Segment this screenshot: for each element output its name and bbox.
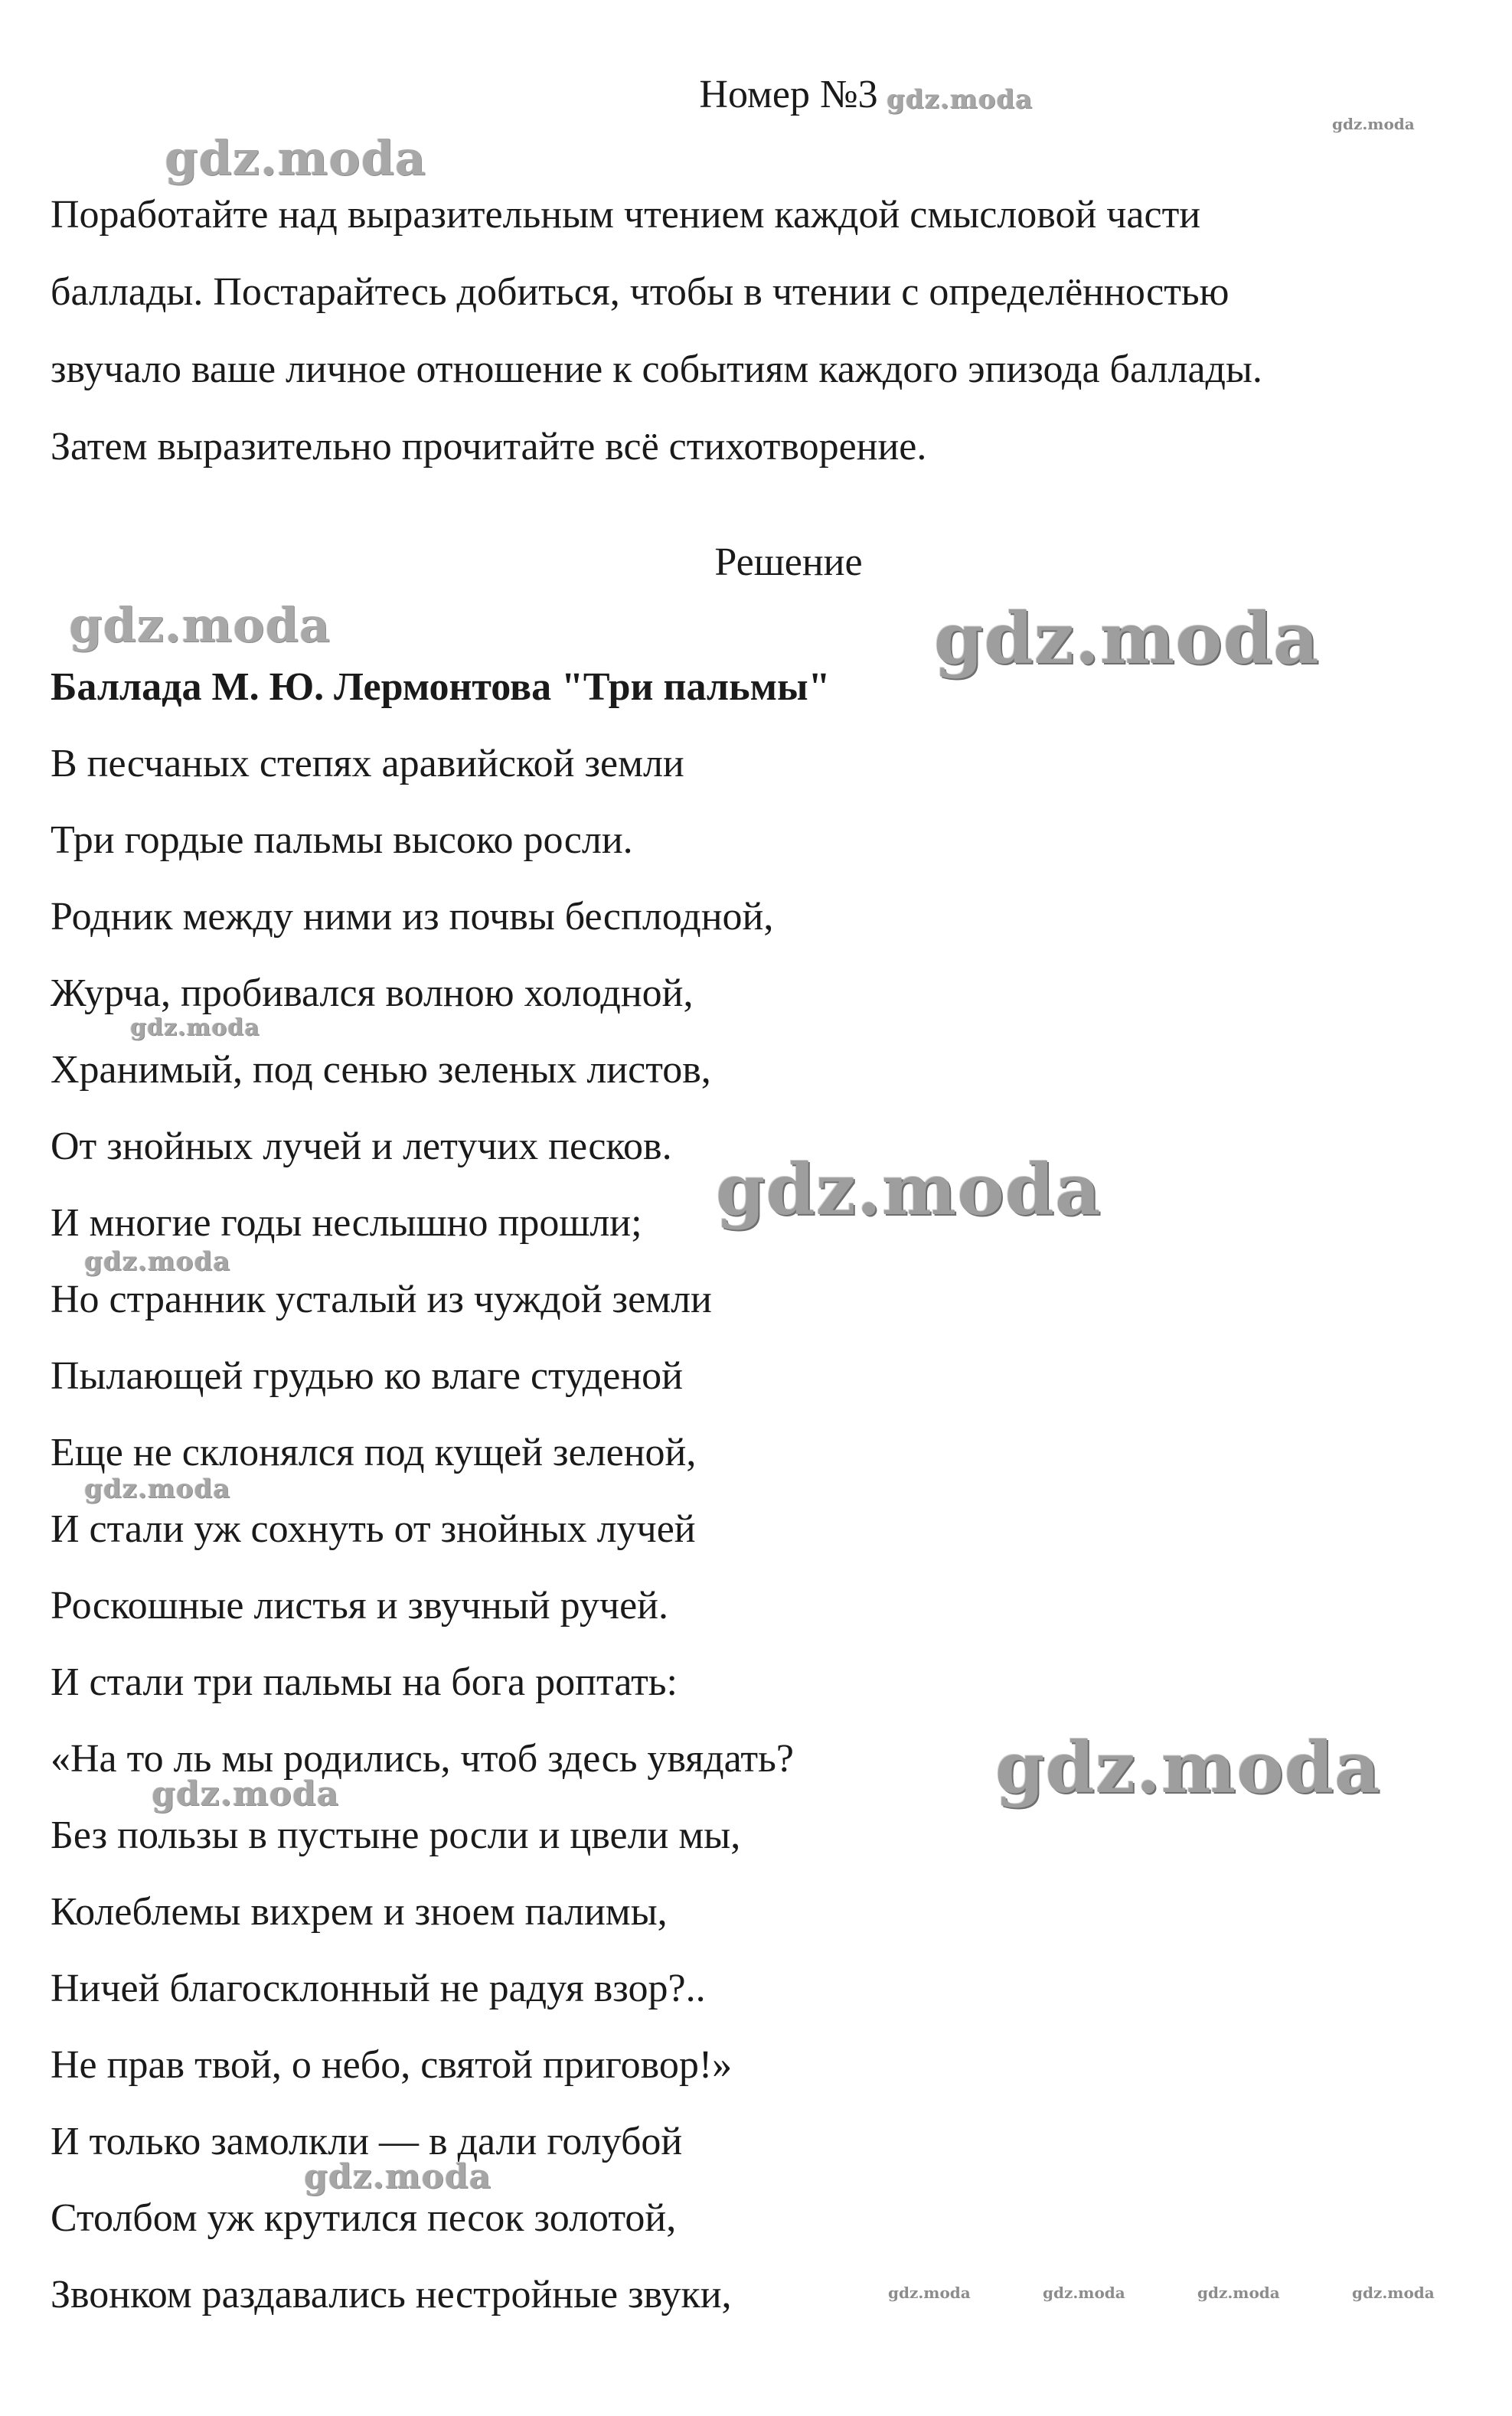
poem-line: В песчаных степях аравийской земли xyxy=(51,742,684,785)
watermark-logo: gdz.moda xyxy=(69,597,331,653)
poem-text xyxy=(51,726,794,2333)
poem-line: Но странник усталый из чуждой земли xyxy=(51,1278,712,1321)
poem-line: Роскошные листья и звучный ручей. xyxy=(51,1584,668,1628)
poem-line: Столбом уж крутился песок золотой, xyxy=(51,2196,677,2240)
watermark-logo: gdz.moda xyxy=(888,2284,971,2302)
watermark-logo: gdz.moda xyxy=(1332,115,1415,133)
watermark-logo: gdz.moda xyxy=(887,84,1034,115)
poem-line: Колеблемы вихрем и зноем палимы, xyxy=(51,1890,668,1934)
poem-line: Пылающей грудью ко влаге студеной xyxy=(51,1354,683,1398)
watermark-logo: gdz.moda xyxy=(84,1246,231,1277)
poem-line: Ничей благосклонный не радуя взор?.. xyxy=(51,1967,706,2010)
watermark-logo: gdz.moda xyxy=(304,2157,492,2196)
task-text xyxy=(51,176,1490,485)
watermark-logo: gdz.moda xyxy=(165,130,426,186)
watermark-logo: gdz.moda xyxy=(152,1774,340,1814)
poem-line: От знойных лучей и летучих песков. xyxy=(51,1125,672,1168)
poem-line: Родник между ними из почвы бесплодной, xyxy=(51,895,774,939)
watermark-logo: gdz.moda xyxy=(1352,2284,1435,2302)
poem-line: Звонком раздавались нестройные звуки, xyxy=(51,2273,732,2316)
watermark-logo: gdz.moda xyxy=(84,1474,231,1504)
poem-line: Без пользы в пустыне росли и цвели мы, xyxy=(51,1814,741,1857)
task-number-heading: Номер №3 xyxy=(699,73,878,116)
poem-title: Баллада М. Ю. Лермонтова "Три пальмы" xyxy=(51,665,831,709)
poem-line: Три гордые пальмы высоко росли. xyxy=(51,818,633,862)
watermark-logo: gdz.moda xyxy=(716,1148,1102,1231)
task-line: Затем выразительно прочитайте всё стихотворение. xyxy=(51,425,927,469)
task-line: баллады. Постарайтесь добиться, чтобы в чтении с определённостью xyxy=(51,270,1230,314)
poem-line: И многие годы неслышно прошли; xyxy=(51,1201,642,1245)
watermark-logo: gdz.moda xyxy=(995,1726,1381,1809)
watermark-logo: gdz.moda xyxy=(934,597,1320,680)
poem-line: Хранимый, под сенью зеленых листов, xyxy=(51,1048,711,1092)
watermark-logo: gdz.moda xyxy=(1197,2284,1280,2302)
task-line: Поработайте над выразительным чтением каждой смысловой части xyxy=(51,193,1201,237)
watermark-logo: gdz.moda xyxy=(1043,2284,1125,2302)
poem-line: И стали уж сохнуть от знойных лучей xyxy=(51,1507,696,1551)
poem-line: И стали три пальмы на бога роптать: xyxy=(51,1660,678,1704)
poem-line: И только замолкли — в дали голубой xyxy=(51,2120,683,2163)
task-line: звучало ваше личное отношение к событиям каждого эпизода баллады. xyxy=(51,348,1262,391)
poem-line: «На то ль мы родились, чтоб здесь увядать? xyxy=(51,1737,794,1781)
poem-line: Журча, пробивался волною холодной, xyxy=(51,971,694,1015)
solution-heading: Решение xyxy=(714,540,863,584)
poem-line: Еще не склонялся под кущей зеленой, xyxy=(51,1431,697,1474)
watermark-logo: gdz.moda xyxy=(130,1014,260,1041)
poem-line: Не прав твой, о небо, святой приговор!» xyxy=(51,2043,733,2087)
